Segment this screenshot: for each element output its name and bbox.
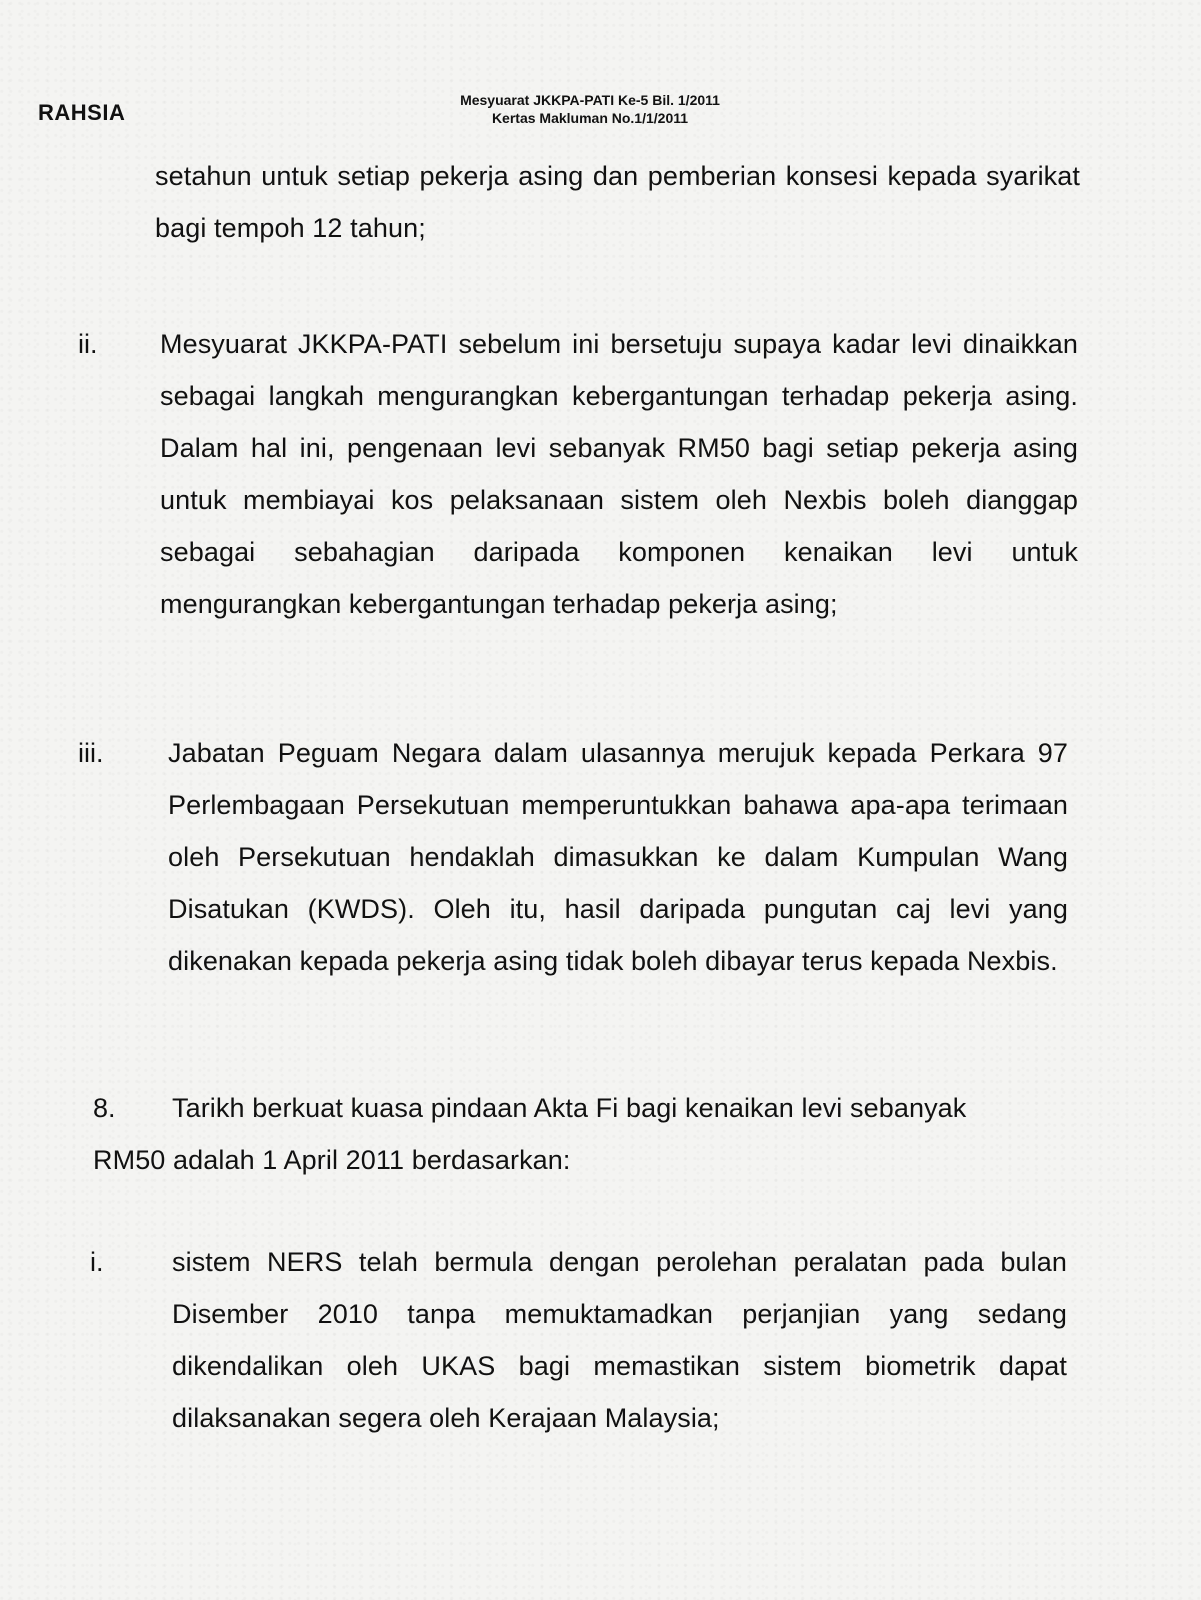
paper-reference: Kertas Makluman No.1/1/2011 [491, 110, 689, 126]
item-paragraph: Jabatan Peguam Negara dalam ulasannya merujuk kepada Perkara 97 Perlembagaan Persekutuan memperuntukkan bahawa apa-apa terimaan oleh Persekutuan hendaklah dimasukkan ke dalam Kumpulan Wang Disatukan (KWDS). Oleh itu, hasil daripada pungutan caj levi yang dikenakan kepada pekerja asing tidak boleh dibayar terus kepada Nexbis. [168, 738, 1068, 976]
section-first-line: Tarikh berkuat kuasa pindaan Akta Fi bagi kenaikan levi sebanyak [172, 1093, 967, 1123]
item-paragraph: Mesyuarat JKKPA-PATI sebelum ini bersetuju supaya kadar levi dinaikkan sebagai langkah mengurangkan kebergantungan terhadap pekerja asing. Dalam hal ini, pengenaan levi sebanyak RM50 bagi setiap pekerja asing untuk membiayai kos pelaksanaan sistem oleh Nexbis boleh dianggap sebagai sebahagian daripada komponen kenaikan levi untuk mengurangkan kebergantungan terhadap pekerja asing; [160, 329, 1078, 619]
section-continuation: RM50 adalah 1 April 2011 berdasarkan: [93, 1145, 571, 1175]
continuation-paragraph: setahun untuk setiap pekerja asing dan pemberian konsesi kepada syarikat bagi tempoh 12 tahun; [155, 161, 1080, 243]
section-number: 8. [93, 1093, 116, 1123]
meeting-reference: Mesyuarat JKKPA-PATI Ke-5 Bil. 1/2011 [460, 92, 720, 108]
item-marker: iii. [78, 738, 104, 768]
document-reference [380, 91, 800, 127]
item-marker: i. [90, 1247, 104, 1277]
item-marker: ii. [78, 329, 98, 359]
classification-label: RAHSIA [38, 100, 126, 125]
item-paragraph: sistem NERS telah bermula dengan perolehan peralatan pada bulan Disember 2010 tanpa memuktamadkan perjanjian yang sedang dikendalikan oleh UKAS bagi memastikan sistem biometrik dapat dilaksanakan segera oleh Kerajaan Malaysia; [172, 1247, 1067, 1433]
